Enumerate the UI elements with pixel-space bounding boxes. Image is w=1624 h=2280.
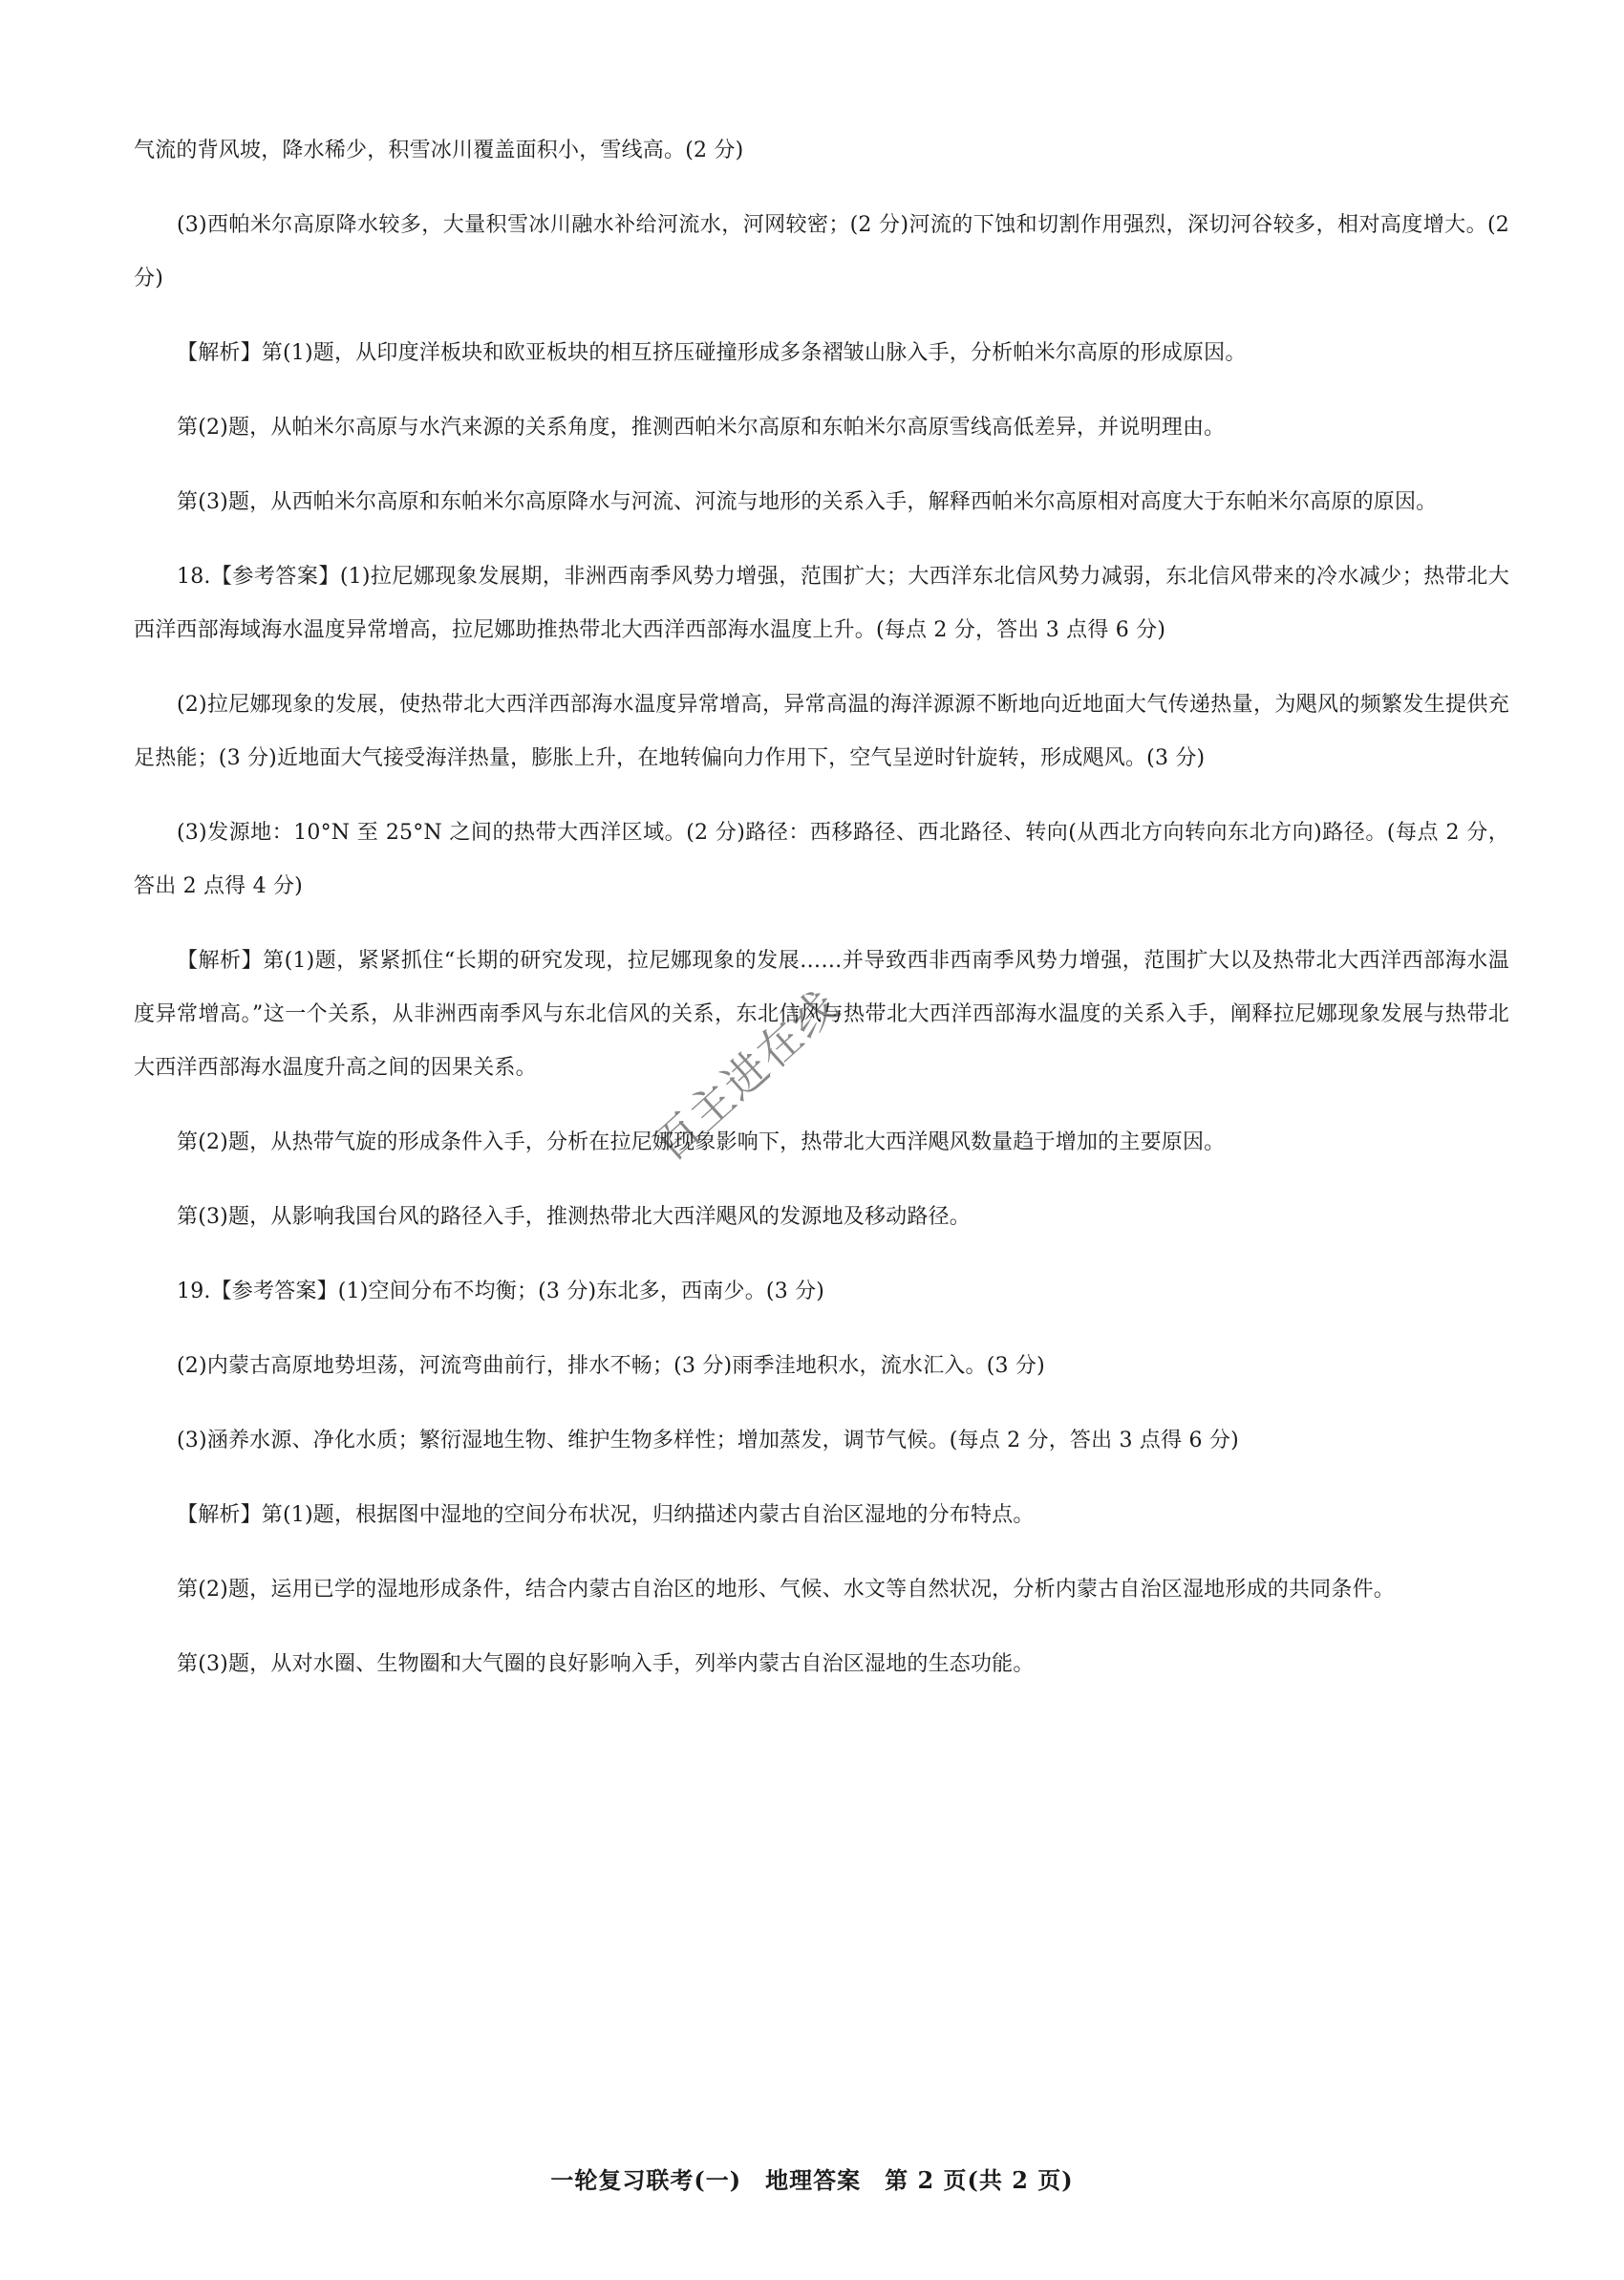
page-footer: 一轮复习联考(一) 地理答案 第 2 页(共 2 页) bbox=[550, 2166, 1074, 2194]
paragraph-q19-analysis-3: 第(3)题，从对水圈、生物圈和大气圈的良好影响入手，列举内蒙古自治区湿地的生态功能。 bbox=[177, 1652, 1035, 1676]
paragraph-q19-analysis-1: 【解析】第(1)题，根据图中湿地的空间分布状况，归纳描述内蒙古自治区湿地的分布特点。 bbox=[177, 1503, 1035, 1527]
paragraph-q18-analysis-2: 第(2)题，从热带气旋的形成条件入手，分析在拉尼娜现象影响下，热带北大西洋飓风数量趋于增加的主要原因。 bbox=[177, 1130, 1226, 1154]
paragraph-q19-answer-1: 19.【参考答案】(1)空间分布不均衡；(3 分)东北多，西南少。(3 分) bbox=[177, 1280, 825, 1303]
paragraph-q18-analysis-1: 【解析】第(1)题，紧紧抓住“长期的研究发现，拉尼娜现象的发展……并导致西非西南季风势力增强，范围扩大以及热带北大西洋西部海水温度异常增高。”这一个关系，从非洲西南季风与东北信风的关系，东北信风与热带北大西洋西部海水温度的关系入手，阐释拉尼娜现象发展与热带北大西洋西部海水温度升高之间的因果关系。 bbox=[134, 949, 1509, 1080]
watermark: 百主进在线 bbox=[643, 979, 849, 1172]
paragraph-q17-2-end: 气流的背风坡，降水稀少，积雪冰川覆盖面积小，雪线高。(2 分) bbox=[134, 139, 744, 162]
answer-content bbox=[134, 124, 1509, 1712]
paragraph-q17-analysis-3: 第(3)题，从西帕米尔高原和东帕米尔高原降水与河流、河流与地形的关系入手，解释西帕米尔高原相对高度大于东帕米尔高原的原因。 bbox=[177, 490, 1438, 514]
paragraph-q17-analysis-1: 【解析】第(1)题，从印度洋板块和欧亚板块的相互挤压碰撞形成多条褶皱山脉入手，分析帕米尔高原的形成原因。 bbox=[177, 341, 1247, 365]
paragraph-q18-analysis-3: 第(3)题，从影响我国台风的路径入手，推测热带北大西洋飓风的发源地及移动路径。 bbox=[177, 1205, 971, 1229]
paragraph-q17-analysis-2: 第(2)题，从帕米尔高原与水汽来源的关系角度，推测西帕米尔高原和东帕米尔高原雪线高低差异，并说明理由。 bbox=[177, 416, 1226, 440]
paragraph-q18-answer-2: (2)拉尼娜现象的发展，使热带北大西洋西部海水温度异常增高，异常高温的海洋源源不断地向近地面大气传递热量，为飓风的频繁发生提供充足热能；(3 分)近地面大气接受海洋热量，膨胀上升，在地转偏向力作用下，空气呈逆时针旋转，形成飓风。(3 分) bbox=[134, 693, 1509, 770]
paragraph-q19-answer-3: (3)涵养水源、净化水质；繁衍湿地生物、维护生物多样性；增加蒸发，调节气候。(每点 2 分，答出 3 点得 6 分) bbox=[177, 1429, 1239, 1452]
paragraph-q19-answer-2: (2)内蒙古高原地势坦荡，河流弯曲前行，排水不畅；(3 分)雨季洼地积水，流水汇入。(3 分) bbox=[177, 1354, 1045, 1378]
paragraph-q19-analysis-2: 第(2)题，运用已学的湿地形成条件，结合内蒙古自治区的地形、气候、水文等自然状况，分析内蒙古自治区湿地形成的共同条件。 bbox=[177, 1578, 1395, 1602]
paragraph-q18-answer-1: 18.【参考答案】(1)拉尼娜现象发展期，非洲西南季风势力增强，范围扩大；大西洋东北信风势力减弱，东北信风带来的冷水减少；热带北大西洋西部海域海水温度异常增高，拉尼娜助推热带北大西洋西部海水温度上升。(每点 2 分，答出 3 点得 6 分) bbox=[134, 565, 1509, 642]
paragraph-q17-3-answer: (3)西帕米尔高原降水较多，大量积雪冰川融水补给河流水，河网较密；(2 分)河流的下蚀和切割作用强烈，深切河谷较多，相对高度增大。(2 分) bbox=[134, 213, 1509, 290]
paragraph-q18-answer-3: (3)发源地：10°N 至 25°N 之间的热带大西洋区域。(2 分)路径：西移路径、西北路径、转向(从西北方向转向东北方向)路径。(每点 2 分，答出 2 点得 4 分) bbox=[134, 821, 1509, 898]
